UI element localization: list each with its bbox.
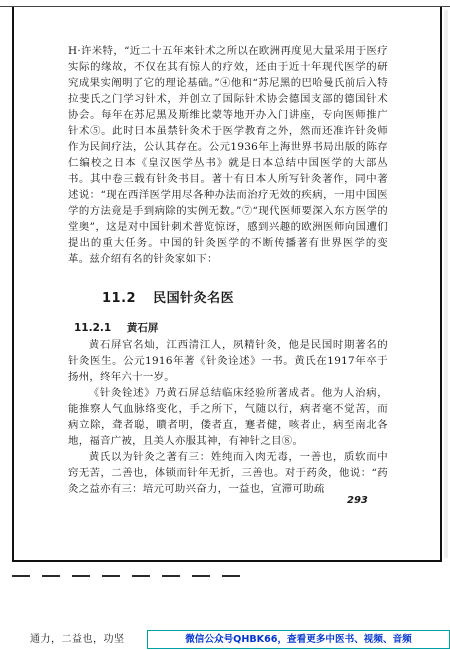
subsection-heading (74, 320, 388, 335)
viewer-top-border (0, 0, 450, 7)
page-number: 293 (347, 495, 368, 506)
page-gap (0, 562, 450, 622)
section-heading (102, 287, 388, 306)
subsection-number: 11.2.1 (74, 322, 112, 334)
paragraph-needle-merits: 黄氏以为针灸之著有三：姓纯而入肉无毒，一善也，质软而中窍无苦，二善也，体锁而针年无折，三善也。对于药灸，他说：“药灸之益亦有三：培元可助兴奋力，一益也，宣滞可助疏 (68, 451, 388, 495)
next-page-fragment: 通力，二益也，功坚 (30, 634, 125, 645)
subsection-title: 黄石屏 (126, 322, 159, 334)
page-content (68, 43, 388, 497)
section-number: 11.2 (102, 291, 137, 306)
paragraph-biography: 黄石屏官名灿，江西清江人，夙精针灸，他是民国时期著名的针灸医生。公元1916年著《针灸诠述》一书。黄氏在1917年卒于扬州，终年六十一岁。 (68, 339, 388, 383)
vertical-scrollbar[interactable] (444, 10, 448, 558)
book-page (12, 7, 442, 562)
paragraph-treatise: 《针灸铨述》乃黄石屏总结临床经验所著成者。他为人治病，能推察人气血脉络变化，手之所下，气随以行，病者毫不觉苦，而病立除，聋者聪，瞶者明，偻者直，蹇者健，咳者止，病至南北各地，福音广被，且美人亦服其神，有神针之目⑧。 (68, 387, 388, 447)
intro-paragraph: H·许米特，“近二十五年来针术之所以在欧洲再度见大量采用于医疗实际的缘故，不仅在其有惊人的疗效，还由于近十年现代医学的研究成果实阐明了它的理论基础。”④他和“苏尼黑的巴哈曼氏前后入特拉斐氏之门学习针术，并创立了国际针术协会德国支部的德国针术协会。每年在苏尼黑及斯维比蒙等地开办入门讲座，专向医师推广针术⑤。此时日本虽禁针灸术于医学教育之外，然而还准许针灸师作为民间疗法，公认其存在。公元1936年上海世界书局出版的陈存仁编校之日本《皇汉医学丛书》就是日本总结中国医学的大部丛书。其中卷三载有针灸书目。著十有日本人所写针灸著作，同中著述说：“现在西洋医学用尽各种办法而治疗无效的疾病，一用中国医学的方法竟是手到病除的实例无数。”⑦“现代医师要深入东方医学的堂奥”，这是对中国针刺术普览惊讶，感到兴趣的欧洲医师向国遭们提出的重大任务。中国的针灸医学的不断传播著有世界医学的变革。兹介绍有名的针灸家如下： (68, 45, 388, 265)
watermark-banner: 微信公众号QHBK66，查看更多中医书、视频、音频 (147, 630, 450, 649)
page-break-dashes (12, 575, 242, 577)
section-title: 民国针灸名医 (153, 291, 235, 306)
